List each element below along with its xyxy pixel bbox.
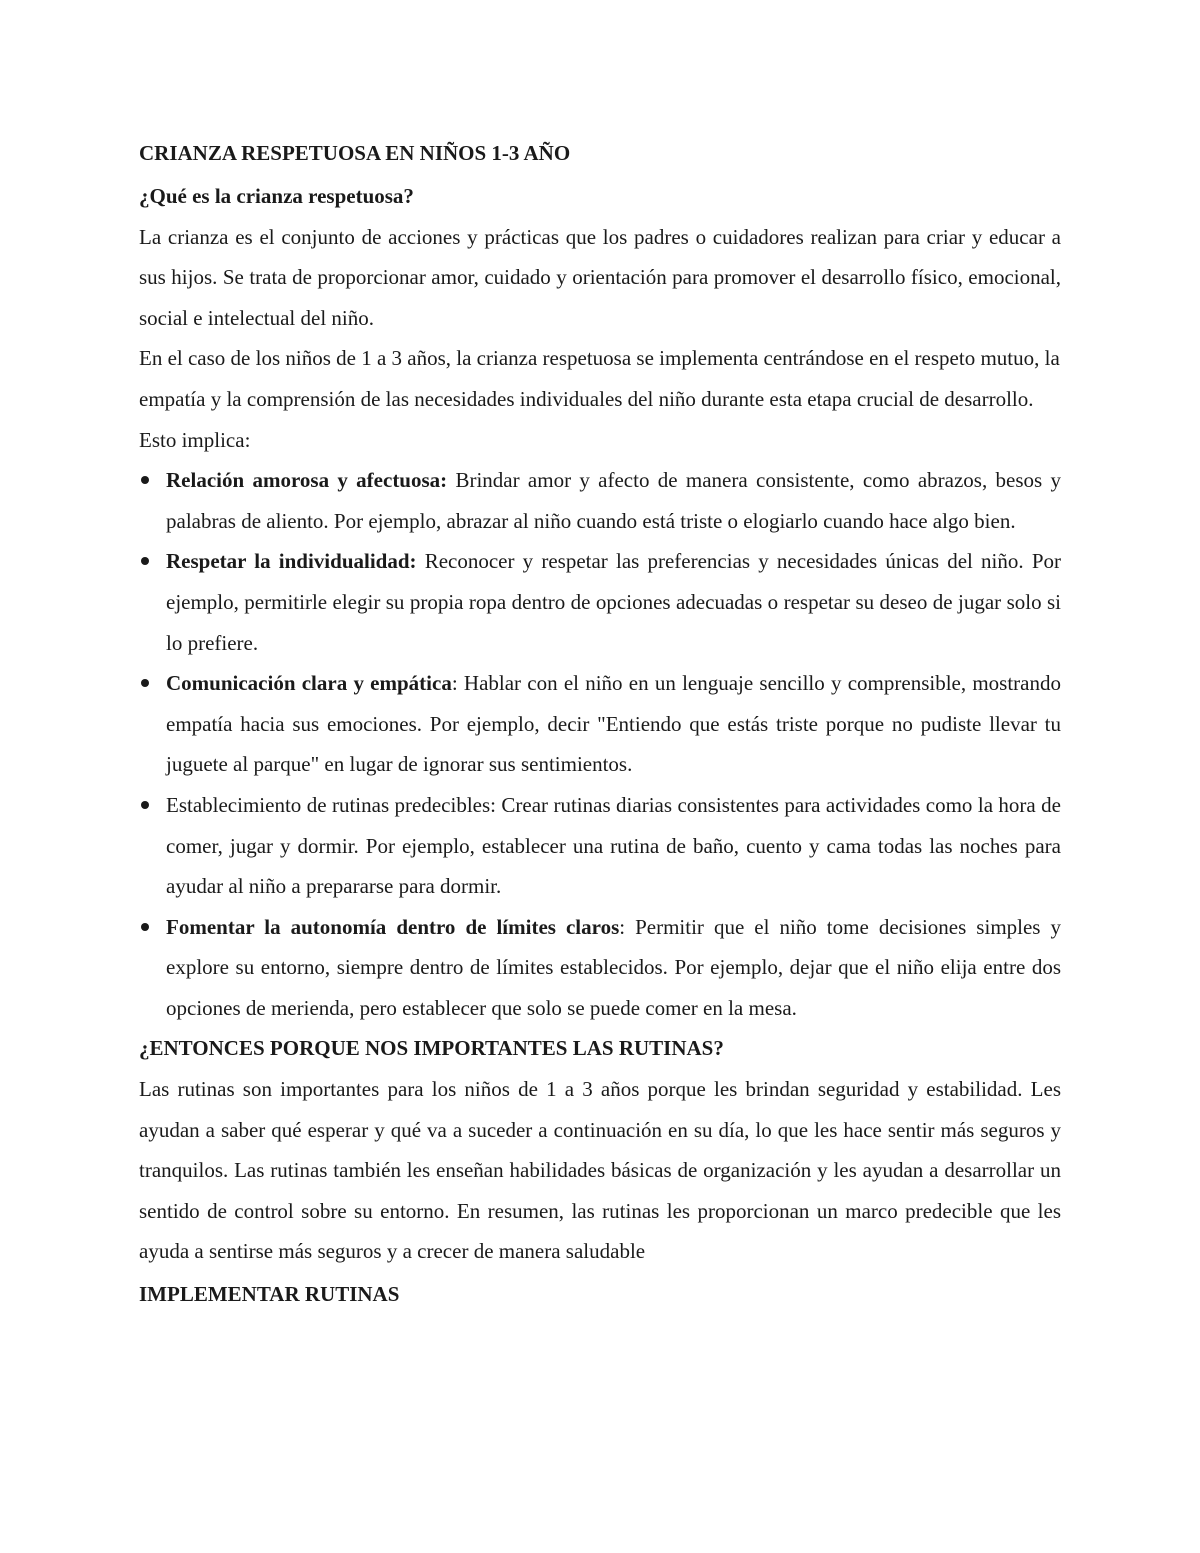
document-page	[139, 130, 1061, 1315]
practices-list	[139, 460, 1061, 1028]
list-item	[139, 907, 1061, 1029]
list-item-bold: Comunicación clara y empática	[166, 671, 452, 696]
bullet-icon	[141, 679, 149, 687]
list-item	[139, 663, 1061, 785]
list-item	[139, 541, 1061, 663]
section-heading-implementar: IMPLEMENTAR RUTINAS	[139, 1282, 400, 1307]
list-item-text: Brindar amor y afecto de manera consistente, como abrazos, besos y palabras de aliento. Por ejemplo, abrazar al niño cuando está triste o elogiarlo cuando hace algo bien.	[166, 468, 1061, 533]
list-item	[139, 460, 1061, 541]
bullet-icon	[141, 801, 149, 809]
list-item-bold: Fomentar la autonomía dentro de límites claros	[166, 914, 620, 939]
paragraph-context: En el caso de los niños de 1 a 3 años, la crianza respetuosa se implementa centrándose en el respeto mutuo, la empatía y la comprensión de las necesidades individuales del niño durante esta etapa crucial de desarrollo. Esto implica:	[139, 346, 1060, 452]
list-item-text: Reconocer y respetar las preferencias y necesidades únicas del niño. Por ejemplo, permitirle elegir su propia ropa dentro de opciones adecuadas o respetar su deseo de jugar solo si lo prefiere.	[166, 549, 1061, 655]
question-heading-rutinas: ¿ENTONCES PORQUE NOS IMPORTANTES LAS RUTINAS?	[139, 1036, 724, 1061]
list-item-text: : Permitir que el niño tome decisiones simples y explore su entorno, siempre dentro de límites establecidos. Por ejemplo, dejar que el niño elija entre dos opciones de merienda, pero establecer que solo se puede comer en la mesa.	[166, 914, 1061, 1020]
bullet-icon	[141, 923, 149, 931]
list-item-text: : Hablar con el niño en un lenguaje sencillo y comprensible, mostrando empatía hacia sus emociones. Por ejemplo, decir "Entiendo que estás triste porque no pudiste llevar tu juguete al parque" en lugar de ignorar sus sentimientos.	[166, 671, 1061, 777]
list-item-bold: Relación amorosa y afectuosa:	[166, 468, 448, 493]
question-heading-crianza: ¿Qué es la crianza respetuosa?	[139, 184, 414, 208]
list-item-text: Establecimiento de rutinas predecibles: Crear rutinas diarias consistentes para actividades como la hora de comer, jugar y dormir. Por ejemplo, establecer una rutina de baño, cuento y cama todas las noches para ayudar al niño a prepararse para dormir.	[166, 792, 1061, 899]
paragraph-rutinas: Las rutinas son importantes para los niños de 1 a 3 años porque les brindan seguridad y estabilidad. Les ayudan a saber qué esperar y qué va a suceder a continuación en su día, lo que les hace sentir más seguros y tranquilos. Las rutinas también les enseñan habilidades básicas de organización y les ayudan a desarrollar un sentido de control sobre su entorno. En resumen, las rutinas les proporcionan un marco predecible que les ayuda a sentirse más seguros y a crecer de manera saludable	[139, 1077, 1061, 1264]
bullet-icon	[141, 557, 149, 565]
list-item	[139, 785, 1061, 907]
paragraph-definition: La crianza es el conjunto de acciones y prácticas que los padres o cuidadores realizan para criar y educar a sus hijos. Se trata de proporcionar amor, cuidado y orientación para promover el desarrollo físico, emocional, social e intelectual del niño.	[139, 224, 1061, 330]
list-item-bold: Respetar la individualidad:	[166, 549, 417, 574]
document-title: CRIANZA RESPETUOSA EN NIÑOS 1-3 AÑO	[139, 141, 571, 165]
bullet-icon	[141, 476, 149, 484]
